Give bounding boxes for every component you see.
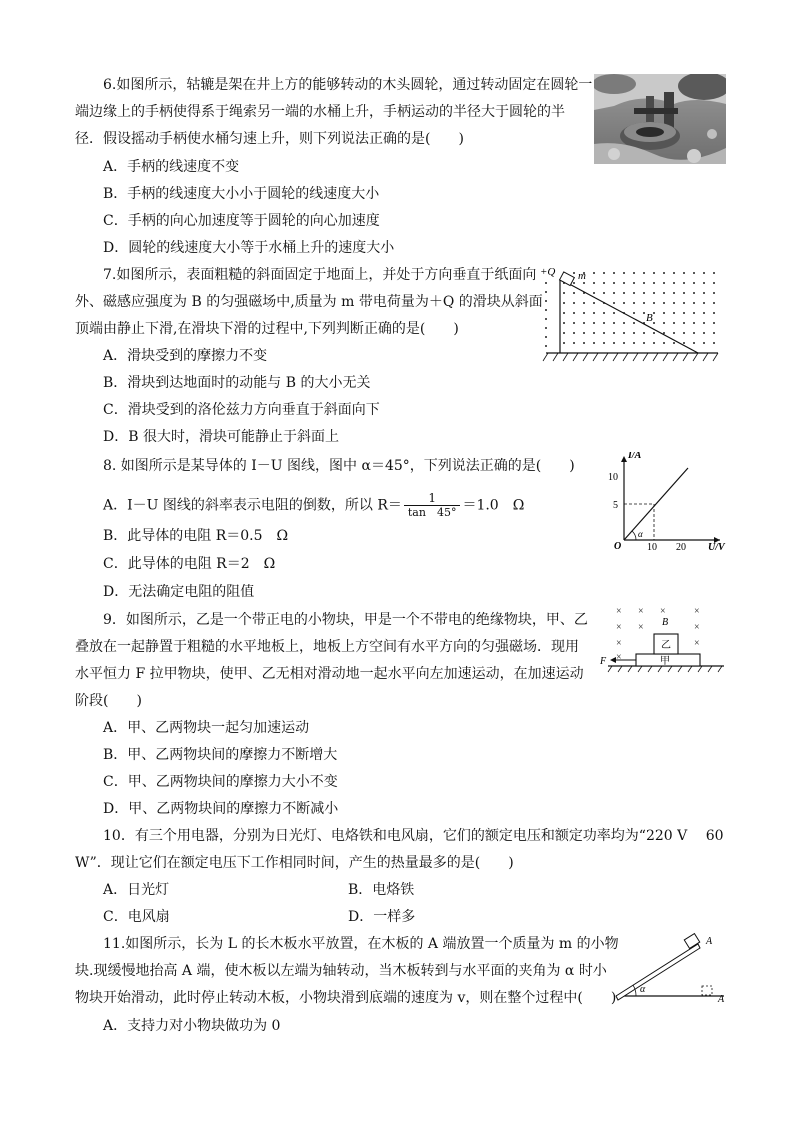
svg-text:×: × xyxy=(694,638,700,649)
q9-option-c: C．甲、乙两物块间的摩擦力大小不变 xyxy=(103,774,338,790)
x-tick-10: 10 xyxy=(647,542,657,552)
end-a-label-top: A xyxy=(706,936,713,947)
q6-option-c: C．手柄的向心加速度等于圆轮的向心加速度 xyxy=(103,213,380,229)
q7-option-d: D．B 很大时，滑块可能静止于斜面上 xyxy=(103,429,339,445)
tilted-board-diagram xyxy=(614,930,730,1004)
q7-option-c: C．滑块受到的洛伦兹力方向垂直于斜面向下 xyxy=(103,402,380,418)
x-tick-20: 20 xyxy=(676,542,686,552)
q9-line-2: 叠放在一起静置于粗糙的水平地板上，地板上方空间有水平方向的匀强磁场．现用 xyxy=(75,639,579,655)
svg-text:×: × xyxy=(616,622,622,633)
force-label-f: F xyxy=(600,656,607,667)
well-windlass-photo xyxy=(594,74,726,164)
origin-label: O xyxy=(614,541,622,552)
q11-line-3: 物块开始滑动，此时停止转动木板，小物块滑到底端的速度为 v，则在整个过程中( ) xyxy=(75,990,617,1006)
q10-option-d: D．一样多 xyxy=(348,909,416,925)
q6-line-3: 径．假设摇动手柄使水桶匀速上升，则下列说法正确的是( ) xyxy=(75,131,464,147)
q11-option-a: A．支持力对小物块做功为 0 xyxy=(103,1018,281,1034)
angle-label: α xyxy=(638,529,643,539)
angle-label: α xyxy=(640,984,646,995)
block-yi-label: 乙 xyxy=(661,640,671,651)
svg-text:×: × xyxy=(638,606,644,617)
q9-option-d: D．甲、乙两物块间的摩擦力不断减小 xyxy=(103,801,339,817)
q8-option-a xyxy=(103,491,524,520)
q9-line-1: 9．如图所示，乙是一个带正电的小物块，甲是一个不带电的绝缘物块，甲、乙 xyxy=(103,612,588,628)
svg-text:×: × xyxy=(660,606,666,617)
q10-option-c: C．电风扇 xyxy=(103,909,170,925)
q8-option-a-result: ＝1.0 Ω xyxy=(462,497,525,514)
svg-text:×: × xyxy=(616,606,622,617)
q9-line-4: 阶段( ) xyxy=(75,693,142,709)
q8-option-d: D．无法确定电阻的阻值 xyxy=(103,584,255,600)
q6-line-2: 端边缘上的手柄使得系于绳索另一端的水桶上升，手柄运动的半径大于圆轮的半 xyxy=(75,104,565,120)
y-tick-5: 5 xyxy=(613,500,618,511)
svg-text:×: × xyxy=(694,622,700,633)
q9-line-3: 水平恒力 F 拉甲物块，使甲、乙无相对滑动地一起水平向左加速运动，在加速运动 xyxy=(75,666,584,682)
q6-line-1: 6.如图所示，轱辘是架在井上方的能够转动的木头圆轮，通过转动固定在圆轮一 xyxy=(103,77,593,93)
q9-option-a: A．甲、乙两物块一起匀加速运动 xyxy=(103,720,310,736)
block-jia-label: 甲 xyxy=(660,656,670,667)
q8-option-b: B．此导体的电阻 R＝0.5 Ω xyxy=(103,528,289,544)
end-a-label-bottom: A xyxy=(718,994,725,1004)
charge-label: +Q xyxy=(540,266,556,278)
q8-stem: 8. 如图所示是某导体的 I－U 图线，图中 α＝45°，下列说法正确的是( ) xyxy=(103,458,575,474)
i-u-graph xyxy=(604,452,730,552)
svg-text:×: × xyxy=(616,638,622,649)
svg-text:×: × xyxy=(616,652,622,663)
fraction-numerator: 1 xyxy=(404,491,461,506)
q7-line-3: 顶端由静止下滑,在滑块下滑的过程中,下列判断正确的是( ) xyxy=(75,321,459,337)
q9-option-b: B．甲、乙两物块间的摩擦力不断增大 xyxy=(103,747,338,763)
incline-magnetic-field-diagram xyxy=(538,265,724,367)
y-tick-10: 10 xyxy=(608,472,618,483)
q11-line-2: 块.现缓慢地抬高 A 端，使木板以左端为轴转动，当木板转到与水平面的夹角为 α 时小 xyxy=(75,963,607,979)
stacked-blocks-diagram xyxy=(598,604,728,674)
q10-option-b: B．电烙铁 xyxy=(348,882,415,898)
q8-option-a-text: A．I－U 图线的斜率表示电阻的倒数，所以 R＝ xyxy=(103,497,402,514)
mass-label: m xyxy=(578,270,586,282)
q10-line-2: W”．现让它们在额定电压下工作相同时间，产生的热量最多的是( ) xyxy=(75,855,514,871)
q10-line-1: 10．有三个用电器，分别为日光灯、电烙铁和电风扇，它们的额定电压和额定功率均为“220 V 60 xyxy=(103,828,724,844)
q7-line-1: 7.如图所示，表面粗糙的斜面固定于地面上，并处于方向垂直于纸面向 xyxy=(103,267,537,283)
q8-option-c: C．此导体的电阻 R＝2 Ω xyxy=(103,556,276,572)
field-label-b: B xyxy=(646,312,653,324)
q6-option-a: A．手柄的线速度不变 xyxy=(103,159,240,175)
fraction-denominator: tan 45° xyxy=(407,506,457,519)
svg-text:×: × xyxy=(638,622,644,633)
x-axis-label: U/V xyxy=(708,542,725,552)
q7-line-2: 外、磁感应强度为 B 的匀强磁场中,质量为 m 带电荷量为＋Q 的滑块从斜面 xyxy=(75,294,543,310)
q10-option-a: A．日光灯 xyxy=(103,882,170,898)
q7-option-b: B．滑块到达地面时的动能与 B 的大小无关 xyxy=(103,375,371,391)
q11-line-1: 11.如图所示，长为 L 的长木板水平放置，在木板的 A 端放置一个质量为 m 的小物 xyxy=(103,936,619,952)
y-axis-label: I/A xyxy=(628,452,642,461)
fraction xyxy=(404,491,461,520)
q6-option-b: B．手柄的线速度大小小于圆轮的线速度大小 xyxy=(103,186,380,202)
q7-option-a: A．滑块受到的摩擦力不变 xyxy=(103,348,268,364)
field-label-b: B xyxy=(662,617,669,628)
svg-text:×: × xyxy=(694,606,700,617)
q6-option-d: D．圆轮的线速度大小等于水桶上升的速度大小 xyxy=(103,240,395,256)
